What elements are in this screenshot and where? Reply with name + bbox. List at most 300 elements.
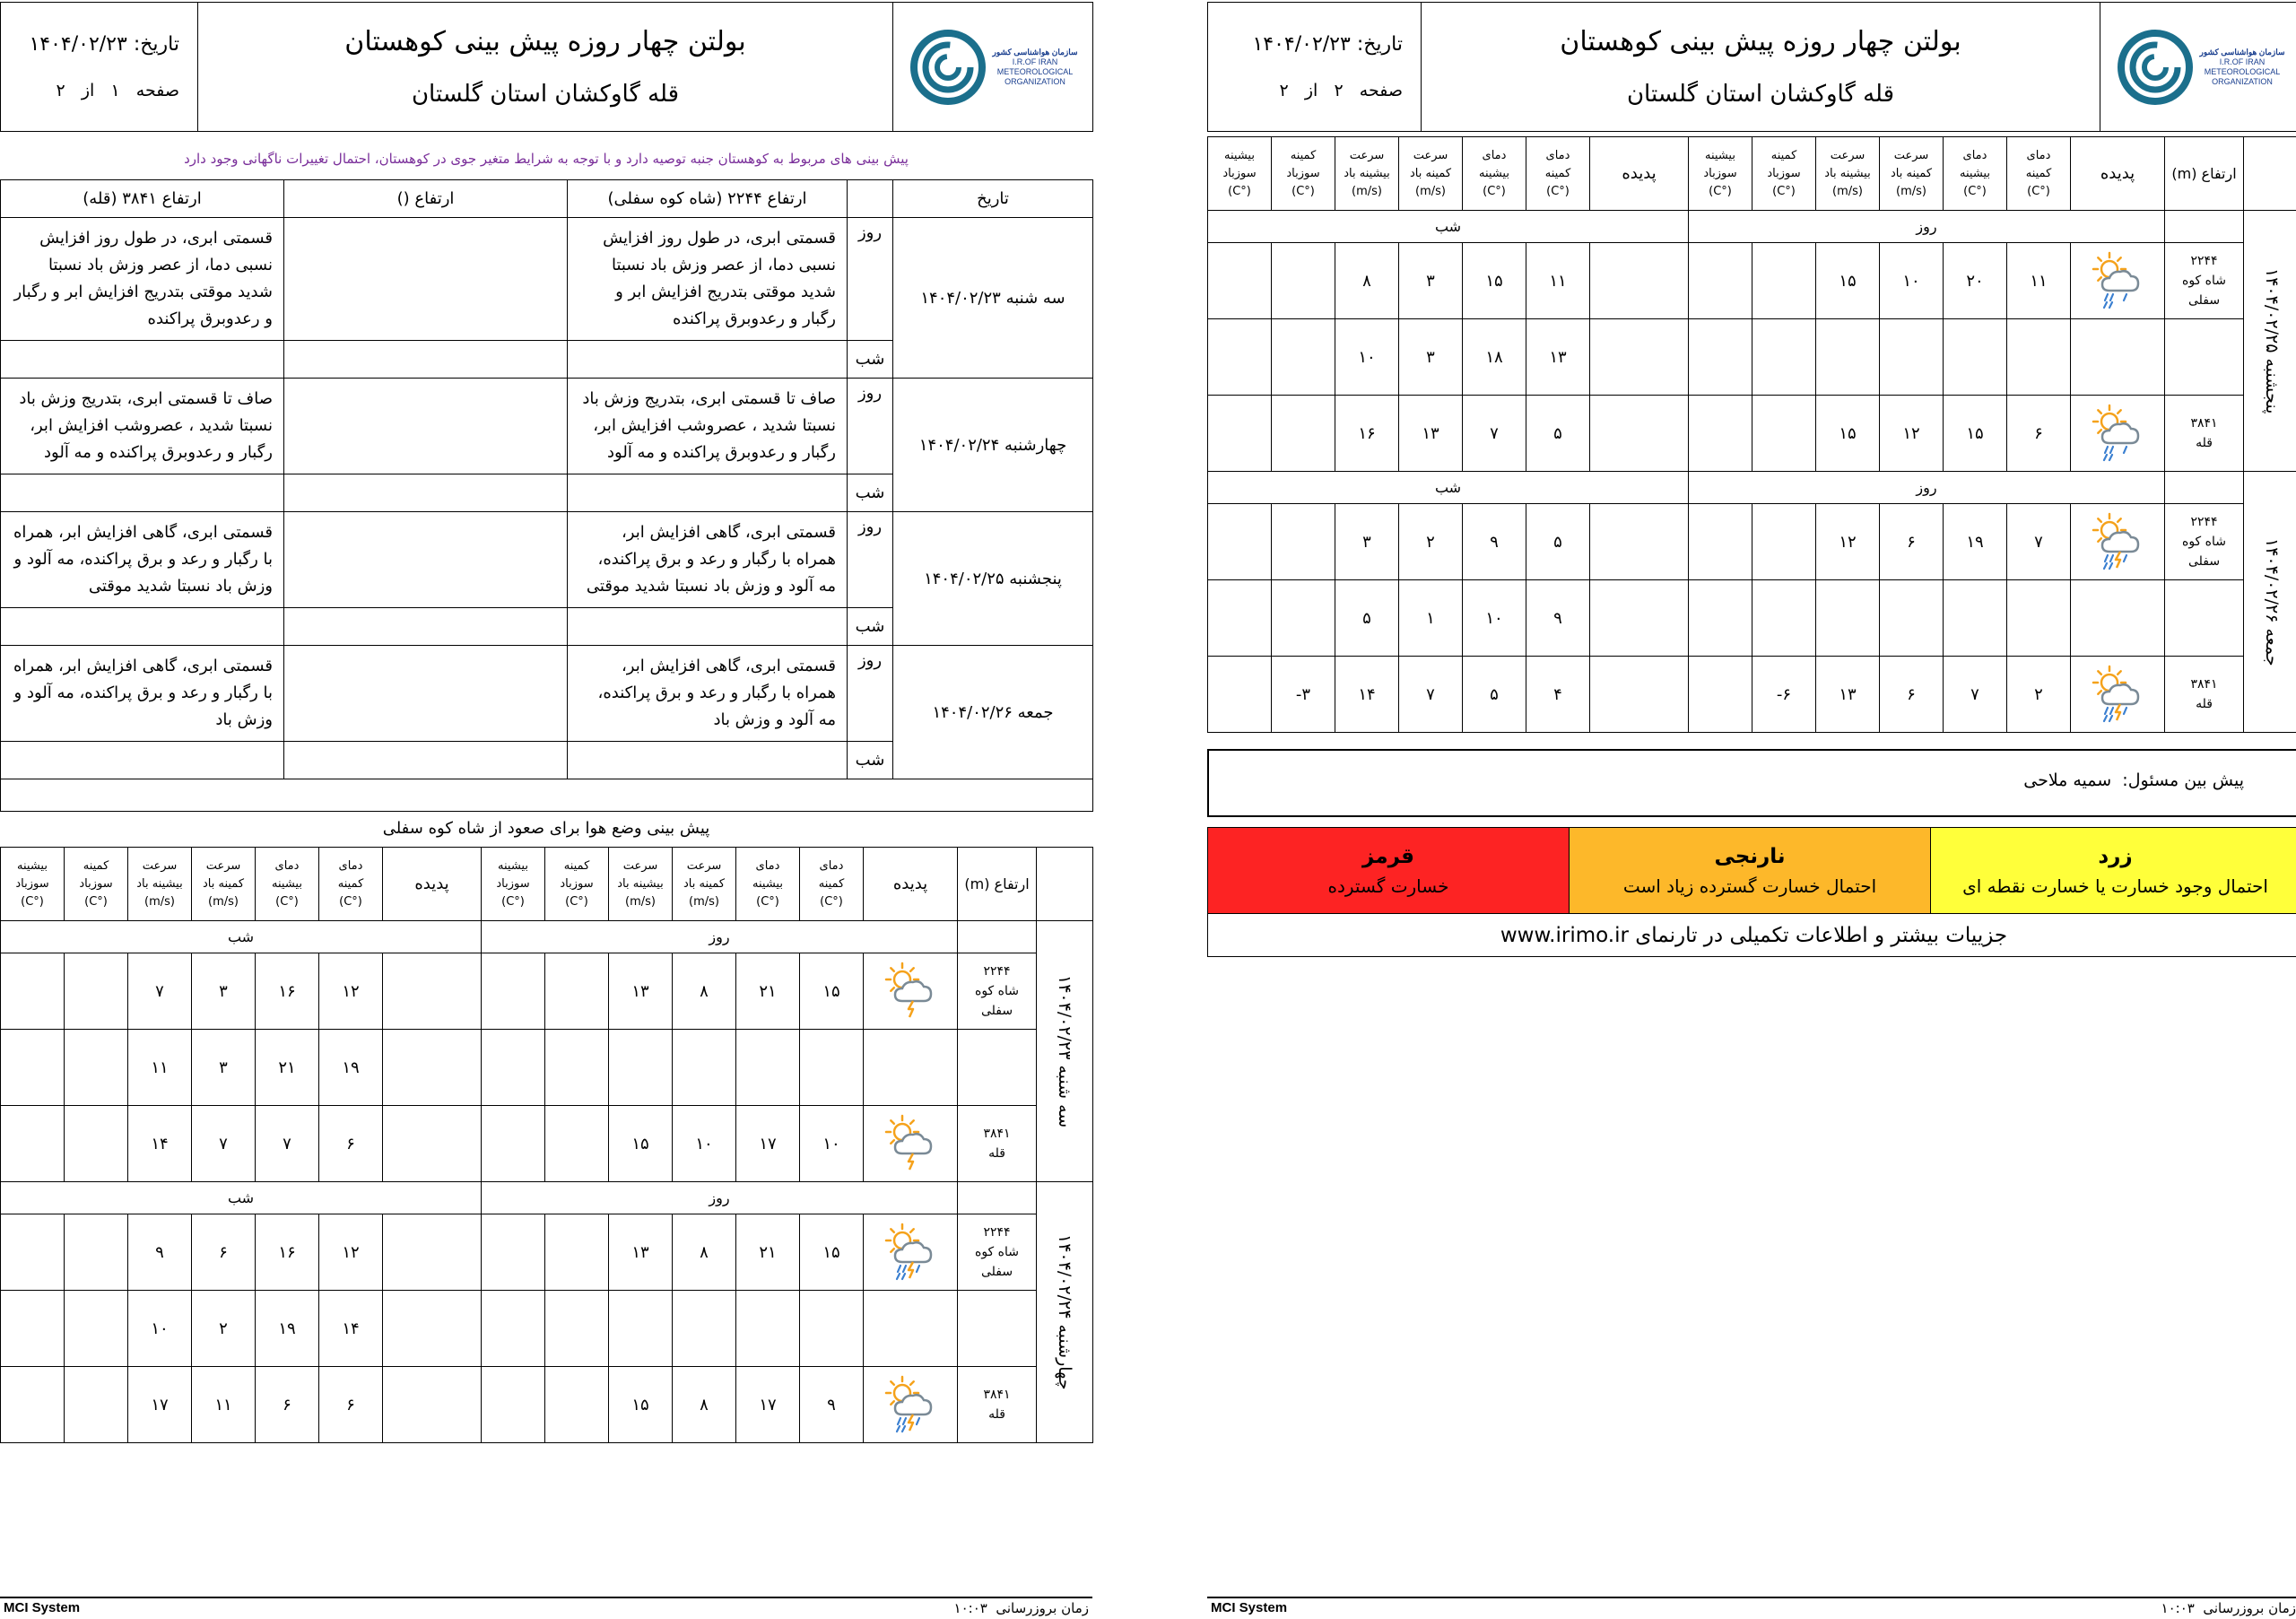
day-phenomenon — [2071, 396, 2165, 472]
night-value: ۱۹ — [319, 1030, 383, 1106]
day-phenomenon — [2071, 504, 2165, 580]
bulletin-page-2 — [1207, 0, 2296, 1619]
day-phenomenon — [2071, 657, 2165, 733]
day-value — [545, 953, 609, 1030]
band-spacer — [2165, 211, 2244, 243]
night-band-label: شب — [1208, 472, 1689, 504]
page-header — [1207, 2, 2296, 132]
night-value: ۱۰ — [128, 1291, 192, 1367]
date-col-header — [1037, 848, 1093, 921]
legend-yellow — [1931, 828, 2296, 914]
night-value: ۱۰ — [1335, 319, 1399, 396]
night-phenomenon — [1590, 657, 1689, 733]
header-title-box — [198, 3, 893, 132]
table-footer-row — [1, 779, 1093, 812]
logo-text-en3: ORGANIZATION — [1004, 76, 1065, 86]
day-value — [1816, 580, 1880, 657]
phenomenon-header: پدیده — [2071, 137, 2165, 211]
grid-data-row — [1, 953, 1093, 1030]
altitude-name: قله — [988, 1146, 1005, 1161]
grid-date: سه شنبه ۱۴۰۴/۰۲/۲۳ — [1037, 921, 1093, 1182]
night-cell — [568, 608, 848, 646]
grid-data-row — [1208, 319, 2296, 396]
day-value: ۸ — [673, 1367, 736, 1443]
night-phenomenon — [383, 1367, 482, 1443]
day-value — [1689, 657, 1752, 733]
night-value: ۷ — [1463, 396, 1526, 472]
day-band-label: روز — [482, 1182, 958, 1214]
day-value — [2007, 319, 2071, 396]
logo-swirl-icon — [908, 22, 988, 112]
day-value — [1752, 243, 1816, 319]
day-value: ۱۵ — [1816, 396, 1880, 472]
day-value — [482, 1367, 545, 1443]
night-value: ۷ — [1399, 657, 1463, 733]
footer-update-time — [954, 1600, 1089, 1616]
night-col-header: سرعت کمینه باد (m/s) — [1399, 137, 1463, 211]
night-value: ۷ — [128, 953, 192, 1030]
day-col-header: سرعت بیشینه باد (m/s) — [609, 848, 673, 921]
sun-cloud-rain-lightning-icon — [883, 1223, 938, 1282]
page-label: صفحه — [1359, 81, 1403, 100]
day-value: ۷ — [2007, 504, 2071, 580]
col-header-alt1: ارتفاع ۲۲۴۴ (شاه کوه سفلی) — [568, 180, 848, 218]
night-value: ۱۹ — [256, 1291, 319, 1367]
day-value — [482, 1291, 545, 1367]
night-cell — [1, 341, 284, 379]
forecaster-box — [1207, 749, 2296, 817]
sun-cloud-rain-icon — [2090, 404, 2145, 463]
night-col-header: سرعت کمینه باد (m/s) — [192, 848, 256, 921]
grid-header-row — [1, 848, 1093, 921]
band-spacer — [2165, 472, 2244, 504]
night-value: ۷ — [256, 1106, 319, 1182]
day-col-header: سرعت کمینه باد (m/s) — [673, 848, 736, 921]
day-col-header: دمای کمینه (°C) — [800, 848, 864, 921]
altitude-cell — [958, 1291, 1037, 1367]
night-value: ۳ — [1335, 504, 1399, 580]
day-band-label: روز — [1689, 211, 2165, 243]
night-col-header: دمای بیشینه (°C) — [1463, 137, 1526, 211]
forecast-date: سه شنبه ۱۴۰۴/۰۲/۲۳ — [893, 218, 1093, 379]
night-value: ۶ — [256, 1367, 319, 1443]
night-value: ۱۱ — [1526, 243, 1590, 319]
day-value — [673, 1030, 736, 1106]
night-band-label: شب — [1, 921, 482, 953]
sun-cloud-lightning-icon — [883, 962, 938, 1021]
sun-cloud-lightning-icon — [883, 1114, 938, 1173]
altitude-name: قله — [2196, 697, 2213, 711]
night-value: ۷ — [192, 1106, 256, 1182]
night-value: ۱۵ — [1463, 243, 1526, 319]
col-header-date: تاریخ — [893, 180, 1093, 218]
altitude-name: قله — [988, 1407, 1005, 1422]
footer-update-value: ۱۰:۰۳ — [2161, 1600, 2195, 1616]
night-value: -۳ — [1272, 657, 1335, 733]
night-band-label: شب — [1208, 211, 1689, 243]
date-label: تاریخ: — [133, 33, 179, 56]
altitude-cell — [2165, 657, 2244, 733]
grid-date: جمعه ۱۴۰۴/۰۲/۲۶ — [2244, 472, 2296, 733]
day-label: روز — [848, 218, 893, 341]
day-value — [482, 1106, 545, 1182]
day-value: ۶ — [2007, 396, 2071, 472]
day-value — [545, 1214, 609, 1291]
night-value: ۱۴ — [128, 1106, 192, 1182]
altitude-cell — [958, 1214, 1037, 1291]
altitude-value: ۲۲۴۴ — [2190, 515, 2218, 529]
night-value: ۱۱ — [192, 1367, 256, 1443]
night-value — [1, 953, 65, 1030]
night-phenomenon — [1590, 504, 1689, 580]
location-title: قله گاوکشان استان گلستان — [1626, 81, 1895, 108]
phenomenon-header: پدیده — [383, 848, 482, 921]
grid-data-row — [1, 1367, 1093, 1443]
day-col-header: سرعت بیشینه باد (m/s) — [1816, 137, 1880, 211]
night-value — [1, 1106, 65, 1182]
night-label: شب — [848, 341, 893, 379]
day-value — [1752, 319, 1816, 396]
day-value — [1880, 580, 1944, 657]
day-night-band — [1208, 211, 2296, 243]
altitude-name: قله — [2196, 436, 2213, 450]
table-row-day — [1, 512, 1093, 608]
logo-text-fa: سازمان هواشناسی کشور — [992, 47, 1078, 57]
forecast-date: چهارشنبه ۱۴۰۴/۰۲/۲۴ — [893, 379, 1093, 512]
altitude-value: ۳۸۴۱ — [983, 1127, 1011, 1141]
night-value — [1208, 580, 1272, 657]
night-value: ۹ — [1463, 504, 1526, 580]
grid-date: چهارشنبه ۱۴۰۴/۰۲/۲۴ — [1037, 1182, 1093, 1443]
night-value: ۲ — [1399, 504, 1463, 580]
legend-orange — [1570, 828, 1931, 914]
day-value: ۱۵ — [609, 1367, 673, 1443]
table-row-day — [1, 646, 1093, 742]
day-value — [545, 1367, 609, 1443]
night-col-header: بیشینه سوزباد (°C) — [1, 848, 65, 921]
page-number: ۱ — [110, 81, 120, 100]
date-value: ۱۴۰۴/۰۲/۲۳ — [1252, 33, 1351, 56]
altitude-value: ۲۲۴۴ — [983, 1225, 1011, 1240]
day-label: روز — [848, 646, 893, 742]
altitude-cell — [2165, 319, 2244, 396]
day-value — [1816, 319, 1880, 396]
header-date-box — [1, 3, 198, 132]
page-footer — [0, 1597, 1092, 1618]
forecast-text-alt3: قسمتی ابری، گاهی افزایش ابر، همراه با رگبار و رعد و برق پراکنده، مه آلود و وزش باد نسبتا شدید موقتی — [1, 512, 284, 608]
date-label: تاریخ: — [1356, 33, 1403, 56]
forecaster-label: پیش بین مسئول: — [2122, 770, 2244, 790]
day-phenomenon — [864, 1106, 958, 1182]
night-cell — [284, 474, 568, 512]
altitude-cell — [2165, 504, 2244, 580]
grid-header-row — [1208, 137, 2296, 211]
climb-forecast-grid — [0, 847, 1093, 1443]
altitude-header: ارتفاع (m) — [2165, 137, 2244, 211]
night-value: ۵ — [1463, 657, 1526, 733]
night-value: ۱۸ — [1463, 319, 1526, 396]
night-phenomenon — [383, 953, 482, 1030]
day-night-band — [1, 921, 1093, 953]
night-value: ۳ — [192, 953, 256, 1030]
day-phenomenon — [864, 1030, 958, 1106]
day-value: ۱۷ — [736, 1106, 800, 1182]
day-value — [1689, 396, 1752, 472]
bulletin-title: بولتن چهار روزه پیش بینی کوهستان — [1560, 26, 1961, 57]
night-label: شب — [848, 742, 893, 779]
forecast-text-alt1: قسمتی ابری، گاهی افزایش ابر، همراه با رگبار و رعد و برق پراکنده، مه آلود و وزش باد نسبتا شدید موقتی — [568, 512, 848, 608]
day-value — [1689, 580, 1752, 657]
footer-update-value: ۱۰:۰۳ — [953, 1600, 987, 1616]
day-phenomenon — [2071, 319, 2165, 396]
night-col-header: کمینه سوزباد (°C) — [65, 848, 128, 921]
day-value: ۱۳ — [1816, 657, 1880, 733]
night-value: ۴ — [1526, 657, 1590, 733]
day-phenomenon — [864, 953, 958, 1030]
day-col-header: کمینه سوزباد (°C) — [545, 848, 609, 921]
footer-system-name: MCI System — [4, 1600, 81, 1615]
logo-text-en1: I.R.OF IRAN — [2219, 57, 2266, 66]
day-value — [545, 1030, 609, 1106]
forecaster-name: سمیه ملاحی — [2023, 770, 2112, 790]
night-value — [65, 1291, 128, 1367]
legend-title: نارنجی — [1714, 844, 1786, 868]
date-col-header — [2244, 137, 2296, 211]
day-value: ۱۵ — [609, 1106, 673, 1182]
day-col-header: دمای کمینه (°C) — [2007, 137, 2071, 211]
altitude-cell — [2165, 580, 2244, 657]
night-value: ۱۲ — [319, 1214, 383, 1291]
day-value — [736, 1291, 800, 1367]
day-phenomenon — [2071, 243, 2165, 319]
day-value: ۱۳ — [609, 1214, 673, 1291]
logo-text-en2: METEOROLOGICAL — [2204, 66, 2281, 76]
page-label: صفحه — [135, 81, 179, 100]
day-value: ۸ — [673, 953, 736, 1030]
logo-text-en2: METEOROLOGICAL — [996, 66, 1074, 76]
table-row-day — [1, 379, 1093, 474]
irimo-logo — [2100, 3, 2296, 131]
band-spacer — [958, 921, 1037, 953]
forecast-text-alt1: قسمتی ابری، در طول روز افزایش نسبی دما، از عصر وزش باد نسبتا شدید موقتی بتدریج افزایش ابر و رگبار و رعدوبرق پراکنده — [568, 218, 848, 341]
night-value: ۱۳ — [1399, 396, 1463, 472]
day-phenomenon — [864, 1214, 958, 1291]
day-value — [1752, 504, 1816, 580]
day-value — [609, 1291, 673, 1367]
logo-swirl-icon — [2115, 22, 2196, 112]
day-value — [1944, 580, 2007, 657]
night-value: ۱۶ — [1335, 396, 1399, 472]
grid-data-row — [1, 1214, 1093, 1291]
forecast-text-alt3: قسمتی ابری، گاهی افزایش ابر، همراه با رگبار و رعد و برق پراکنده، مه آلود و وزش باد — [1, 646, 284, 742]
grid-data-row — [1, 1291, 1093, 1367]
forecast-text-alt2 — [284, 512, 568, 608]
night-value — [65, 953, 128, 1030]
altitude-name: شاه کوه سفلی — [2181, 274, 2226, 308]
day-col-header: دمای بیشینه (°C) — [736, 848, 800, 921]
night-value: ۲۱ — [256, 1030, 319, 1106]
night-value: ۶ — [192, 1214, 256, 1291]
night-value — [65, 1030, 128, 1106]
altitude-cell — [958, 1367, 1037, 1443]
footer-update-label: زمان بروزرسانی — [996, 1600, 1089, 1616]
altitude-cell — [2165, 243, 2244, 319]
day-phenomenon — [2071, 580, 2165, 657]
legend-title: زرد — [2098, 844, 2133, 868]
of-label: از — [1304, 81, 1318, 100]
day-value — [1752, 396, 1816, 472]
night-value: ۵ — [1526, 396, 1590, 472]
day-value — [673, 1291, 736, 1367]
night-phenomenon — [383, 1106, 482, 1182]
legend-desc: خسارت گسترده — [1327, 875, 1449, 897]
night-value — [1208, 504, 1272, 580]
night-value — [1272, 504, 1335, 580]
day-value: ۱۱ — [2007, 243, 2071, 319]
altitude-name: شاه کوه سفلی — [974, 984, 1019, 1018]
day-value: ۲۰ — [1944, 243, 2007, 319]
night-value — [1208, 243, 1272, 319]
footer-update-time — [2161, 1600, 2296, 1616]
altitude-cell — [2165, 396, 2244, 472]
night-value: ۱ — [1399, 580, 1463, 657]
forecast-text-alt1: صاف تا قسمتی ابری، بتدریج وزش باد نسبتا شدید ، عصروشب افزایش ابر، رگبار و رعدوبرق پراکنده و مه آلود — [568, 379, 848, 474]
night-value — [1208, 396, 1272, 472]
day-value: ۶ — [1880, 657, 1944, 733]
forecast-text-alt2 — [284, 646, 568, 742]
day-value — [1689, 504, 1752, 580]
website-note[interactable]: جزییات بیشتر و اطلاعات تکمیلی در تارنمای www.irimo.ir — [1208, 914, 2296, 957]
grid-data-row — [1, 1106, 1093, 1182]
night-value: ۳ — [192, 1030, 256, 1106]
total-pages: ۲ — [56, 81, 65, 100]
night-value: ۱۶ — [256, 953, 319, 1030]
phenomenon-header: پدیده — [1590, 137, 1689, 211]
night-col-header: سرعت بیشینه باد (m/s) — [1335, 137, 1399, 211]
day-value: ۹ — [800, 1367, 864, 1443]
grid-data-row — [1208, 243, 2296, 319]
altitude-value: ۲۲۴۴ — [2190, 254, 2218, 268]
forecast-text-alt3: صاف تا قسمتی ابری، بتدریج وزش باد نسبتا شدید ، عصروشب افزایش ابر، رگبار و رعدوبرق پراکنده و مه آلود — [1, 379, 284, 474]
night-value: ۱۶ — [256, 1214, 319, 1291]
footer-system-name: MCI System — [1211, 1600, 1288, 1615]
col-header-alt2: ارتفاع () — [284, 180, 568, 218]
night-label: شب — [848, 608, 893, 646]
night-phenomenon — [1590, 580, 1689, 657]
night-value: ۱۰ — [1463, 580, 1526, 657]
night-col-header: سرعت بیشینه باد (m/s) — [128, 848, 192, 921]
altitude-name: شاه کوه سفلی — [974, 1245, 1019, 1279]
day-value: ۱۹ — [1944, 504, 2007, 580]
day-value — [2007, 580, 2071, 657]
night-cell — [1, 742, 284, 779]
altitude-value: ۳۸۴۱ — [2190, 416, 2218, 431]
night-value: ۳ — [1399, 319, 1463, 396]
night-value: ۳ — [1399, 243, 1463, 319]
legend-desc: احتمال خسارت گسترده زیاد است — [1622, 875, 1877, 897]
sun-cloud-rain-lightning-icon — [883, 1375, 938, 1434]
day-night-band — [1, 1182, 1093, 1214]
day-phenomenon — [864, 1367, 958, 1443]
logo-text-en1: I.R.OF IRAN — [1012, 57, 1058, 66]
logo-text-en3: ORGANIZATION — [2212, 76, 2273, 86]
altitude-value: ۳۸۴۱ — [983, 1388, 1011, 1402]
altitude-cell — [958, 953, 1037, 1030]
night-value: ۶ — [319, 1367, 383, 1443]
night-value — [1272, 319, 1335, 396]
day-phenomenon — [864, 1291, 958, 1367]
day-value — [1880, 319, 1944, 396]
night-cell — [284, 341, 568, 379]
night-value — [65, 1367, 128, 1443]
day-value — [545, 1291, 609, 1367]
location-title: قله گاوکشان استان گلستان — [411, 81, 680, 108]
day-value — [736, 1030, 800, 1106]
night-col-header: بیشینه سوزباد (°C) — [1208, 137, 1272, 211]
night-band-label: شب — [1, 1182, 482, 1214]
night-value — [1208, 319, 1272, 396]
day-value: ۲ — [2007, 657, 2071, 733]
day-value: ۶ — [1880, 504, 1944, 580]
night-value: ۱۴ — [319, 1291, 383, 1367]
grid-data-row — [1208, 504, 2296, 580]
day-value — [609, 1030, 673, 1106]
day-col-header: بیشینه سوزباد (°C) — [1689, 137, 1752, 211]
header-title-box — [1422, 3, 2100, 132]
grid-data-row — [1208, 580, 2296, 657]
night-col-header: دمای بیشینه (°C) — [256, 848, 319, 921]
forecast-text-alt3: قسمتی ابری، در طول روز افزایش نسبی دما، از عصر وزش باد نسبتا شدید موقتی بتدریج افزایش ابر و رگبار و رعدوبرق پراکنده — [1, 218, 284, 341]
day-value: -۶ — [1752, 657, 1816, 733]
day-value: ۱۵ — [800, 1214, 864, 1291]
sun-cloud-rain-lightning-icon — [2090, 512, 2145, 571]
forecast-date: جمعه ۱۴۰۴/۰۲/۲۶ — [893, 646, 1093, 779]
advisory-note: پیش بینی های مربوط به کوهستان جنبه توصیه دارد و با توجه به شرایط متغیر جوی در کوهستان، احتمال تغییرات ناگهانی وجود دارد — [184, 151, 909, 167]
night-value: ۲ — [192, 1291, 256, 1367]
night-cell — [568, 474, 848, 512]
altitude-cell — [958, 1106, 1037, 1182]
col-header-alt3: ارتفاع ۳۸۴۱ (قله) — [1, 180, 284, 218]
day-value — [482, 953, 545, 1030]
forecast-text-alt1: قسمتی ابری، گاهی افزایش ابر، همراه با رگبار و رعد و برق پراکنده، مه آلود و وزش باد — [568, 646, 848, 742]
night-value: ۱۴ — [1335, 657, 1399, 733]
day-value: ۱۷ — [736, 1367, 800, 1443]
night-value — [1272, 396, 1335, 472]
day-value — [482, 1214, 545, 1291]
altitude-header: ارتفاع (m) — [958, 848, 1037, 921]
night-cell — [1, 608, 284, 646]
logo-box — [2100, 3, 2296, 132]
night-value — [1208, 657, 1272, 733]
day-value: ۱۲ — [1816, 504, 1880, 580]
day-band-label: روز — [482, 921, 958, 953]
night-phenomenon — [383, 1291, 482, 1367]
day-col-header: کمینه سوزباد (°C) — [1752, 137, 1816, 211]
altitude-value: ۳۸۴۱ — [2190, 677, 2218, 692]
night-value: ۱۷ — [128, 1367, 192, 1443]
day-value: ۱۵ — [1944, 396, 2007, 472]
total-pages: ۲ — [1279, 81, 1289, 100]
day-value: ۱۵ — [1816, 243, 1880, 319]
altitude-name: شاه کوه سفلی — [2181, 535, 2226, 569]
night-phenomenon — [1590, 319, 1689, 396]
day-col-header: دمای بیشینه (°C) — [1944, 137, 2007, 211]
of-label: از — [81, 81, 95, 100]
grid-data-row — [1208, 657, 2296, 733]
night-value: ۵ — [1335, 580, 1399, 657]
day-value — [482, 1030, 545, 1106]
day-value — [800, 1291, 864, 1367]
